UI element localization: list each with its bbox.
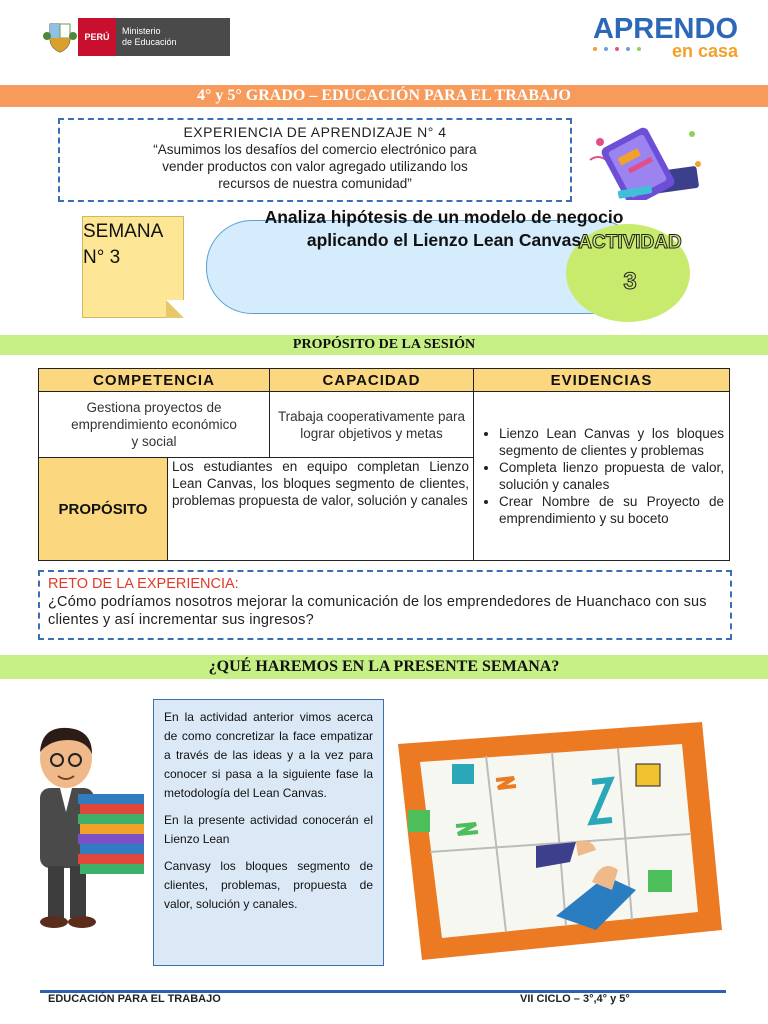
week-number: N° 3	[83, 247, 121, 268]
student-with-books-illustration	[20, 722, 150, 936]
brand-dots-icon	[592, 45, 650, 53]
brand-bottom: en casa	[671, 41, 738, 61]
competencia-cell	[39, 392, 270, 458]
ministry-line-2: de Educación	[122, 37, 177, 47]
coat-of-arms-icon	[42, 18, 78, 56]
activity-title-line-1: Analiza hipótesis de un modelo de negocio	[264, 207, 624, 227]
activity-title-line-2: aplicando el Lienzo Lean Canvas	[306, 230, 582, 250]
experience-box	[58, 118, 572, 202]
week-plan-banner: ¿QUÉ HAREMOS EN LA PRESENTE SEMANA?	[0, 655, 768, 679]
note-fold	[166, 300, 184, 318]
capacidad-text: Trabaja cooperativamente para lograr objetivos y metas	[277, 408, 466, 441]
competency-table	[38, 368, 730, 561]
experience-line-3: recursos de nuestra comunidad”	[218, 176, 412, 191]
capacidad-cell	[270, 392, 474, 458]
week-note	[82, 216, 184, 318]
proposito-row	[39, 458, 474, 561]
challenge-box	[38, 570, 732, 640]
proposito-text: Los estudiantes en equipo completan Lienzo Lean Canvas, los bloques segmento de clientes, problemas propuesta de valor, solución y canales	[172, 459, 469, 508]
experience-line-2: vender productos con valor agregado utilizando los	[162, 159, 468, 174]
challenge-question: ¿Cómo podríamos nosotros mejorar la comunicación de los emprendedores de Huanchaco con sus clientes y así incrementar sus ingresos?	[48, 594, 707, 628]
ministry-logo	[42, 18, 230, 56]
week-label: SEMANA	[83, 221, 164, 242]
footer-right: VII CICLO – 3°,4° y 5°	[520, 993, 630, 1005]
experience-title: EXPERIENCIA DE APRENDIZAJE N° 4	[183, 124, 447, 140]
evidence-item: • Lienzo Lean Canvas y los bloques segmento de clientes y problemas	[499, 425, 724, 459]
activity-badge-number: 3	[623, 268, 637, 295]
ecommerce-phone-illustration	[588, 120, 708, 200]
aprendo-en-casa-logo	[588, 14, 738, 60]
evidence-item: • Completa lienzo propuesta de valor, solución y canales	[499, 459, 724, 493]
info-paragraph-2: En la presente actividad conocerán el Lienzo Lean	[164, 813, 373, 846]
country-label: PERÚ	[78, 18, 116, 56]
info-paragraph-1: En la actividad anterior vimos acerca de como concretizar la face empatizar a través de las ideas y a la vez para conocer si pasa a la siguiente fase la metodología del Lean Canvas.	[164, 710, 373, 800]
brand-top: APRENDO	[592, 13, 738, 45]
grade-banner: 4° y 5° GRADO – EDUCACIÓN PARA EL TRABAJO	[0, 85, 768, 107]
activity-title	[206, 206, 682, 252]
info-box	[153, 699, 384, 966]
header-competencia: COMPETENCIA	[39, 369, 270, 392]
experience-line-1: “Asumimos los desafíos del comercio electrónico para	[153, 142, 477, 157]
footer-left: EDUCACIÓN PARA EL TRABAJO	[48, 993, 221, 1005]
info-paragraph-3: Canvasy los bloques segmento de clientes, problemas, propuesta de valor, solución y canales.	[164, 859, 373, 911]
proposito-label: PROPÓSITO	[39, 458, 168, 560]
competencia-text: Gestiona proyectos de emprendimiento económico y social	[71, 400, 237, 449]
evidence-item: • Crear Nombre de su Proyecto de emprendimiento y su boceto	[499, 493, 724, 527]
evidencias-cell	[474, 392, 730, 561]
header-capacidad: CAPACIDAD	[270, 369, 474, 392]
header-evidencias: EVIDENCIAS	[474, 369, 730, 392]
challenge-heading: RETO DE LA EXPERIENCIA:	[48, 576, 239, 592]
ministry-label	[116, 18, 230, 56]
ministry-line-1: Ministerio	[122, 26, 161, 36]
lean-canvas-illustration	[386, 716, 722, 966]
purpose-banner: PROPÓSITO DE LA SESIÓN	[0, 335, 768, 355]
activity-badge-label: ACTIVIDAD	[578, 232, 682, 253]
evidence-list	[475, 425, 728, 527]
